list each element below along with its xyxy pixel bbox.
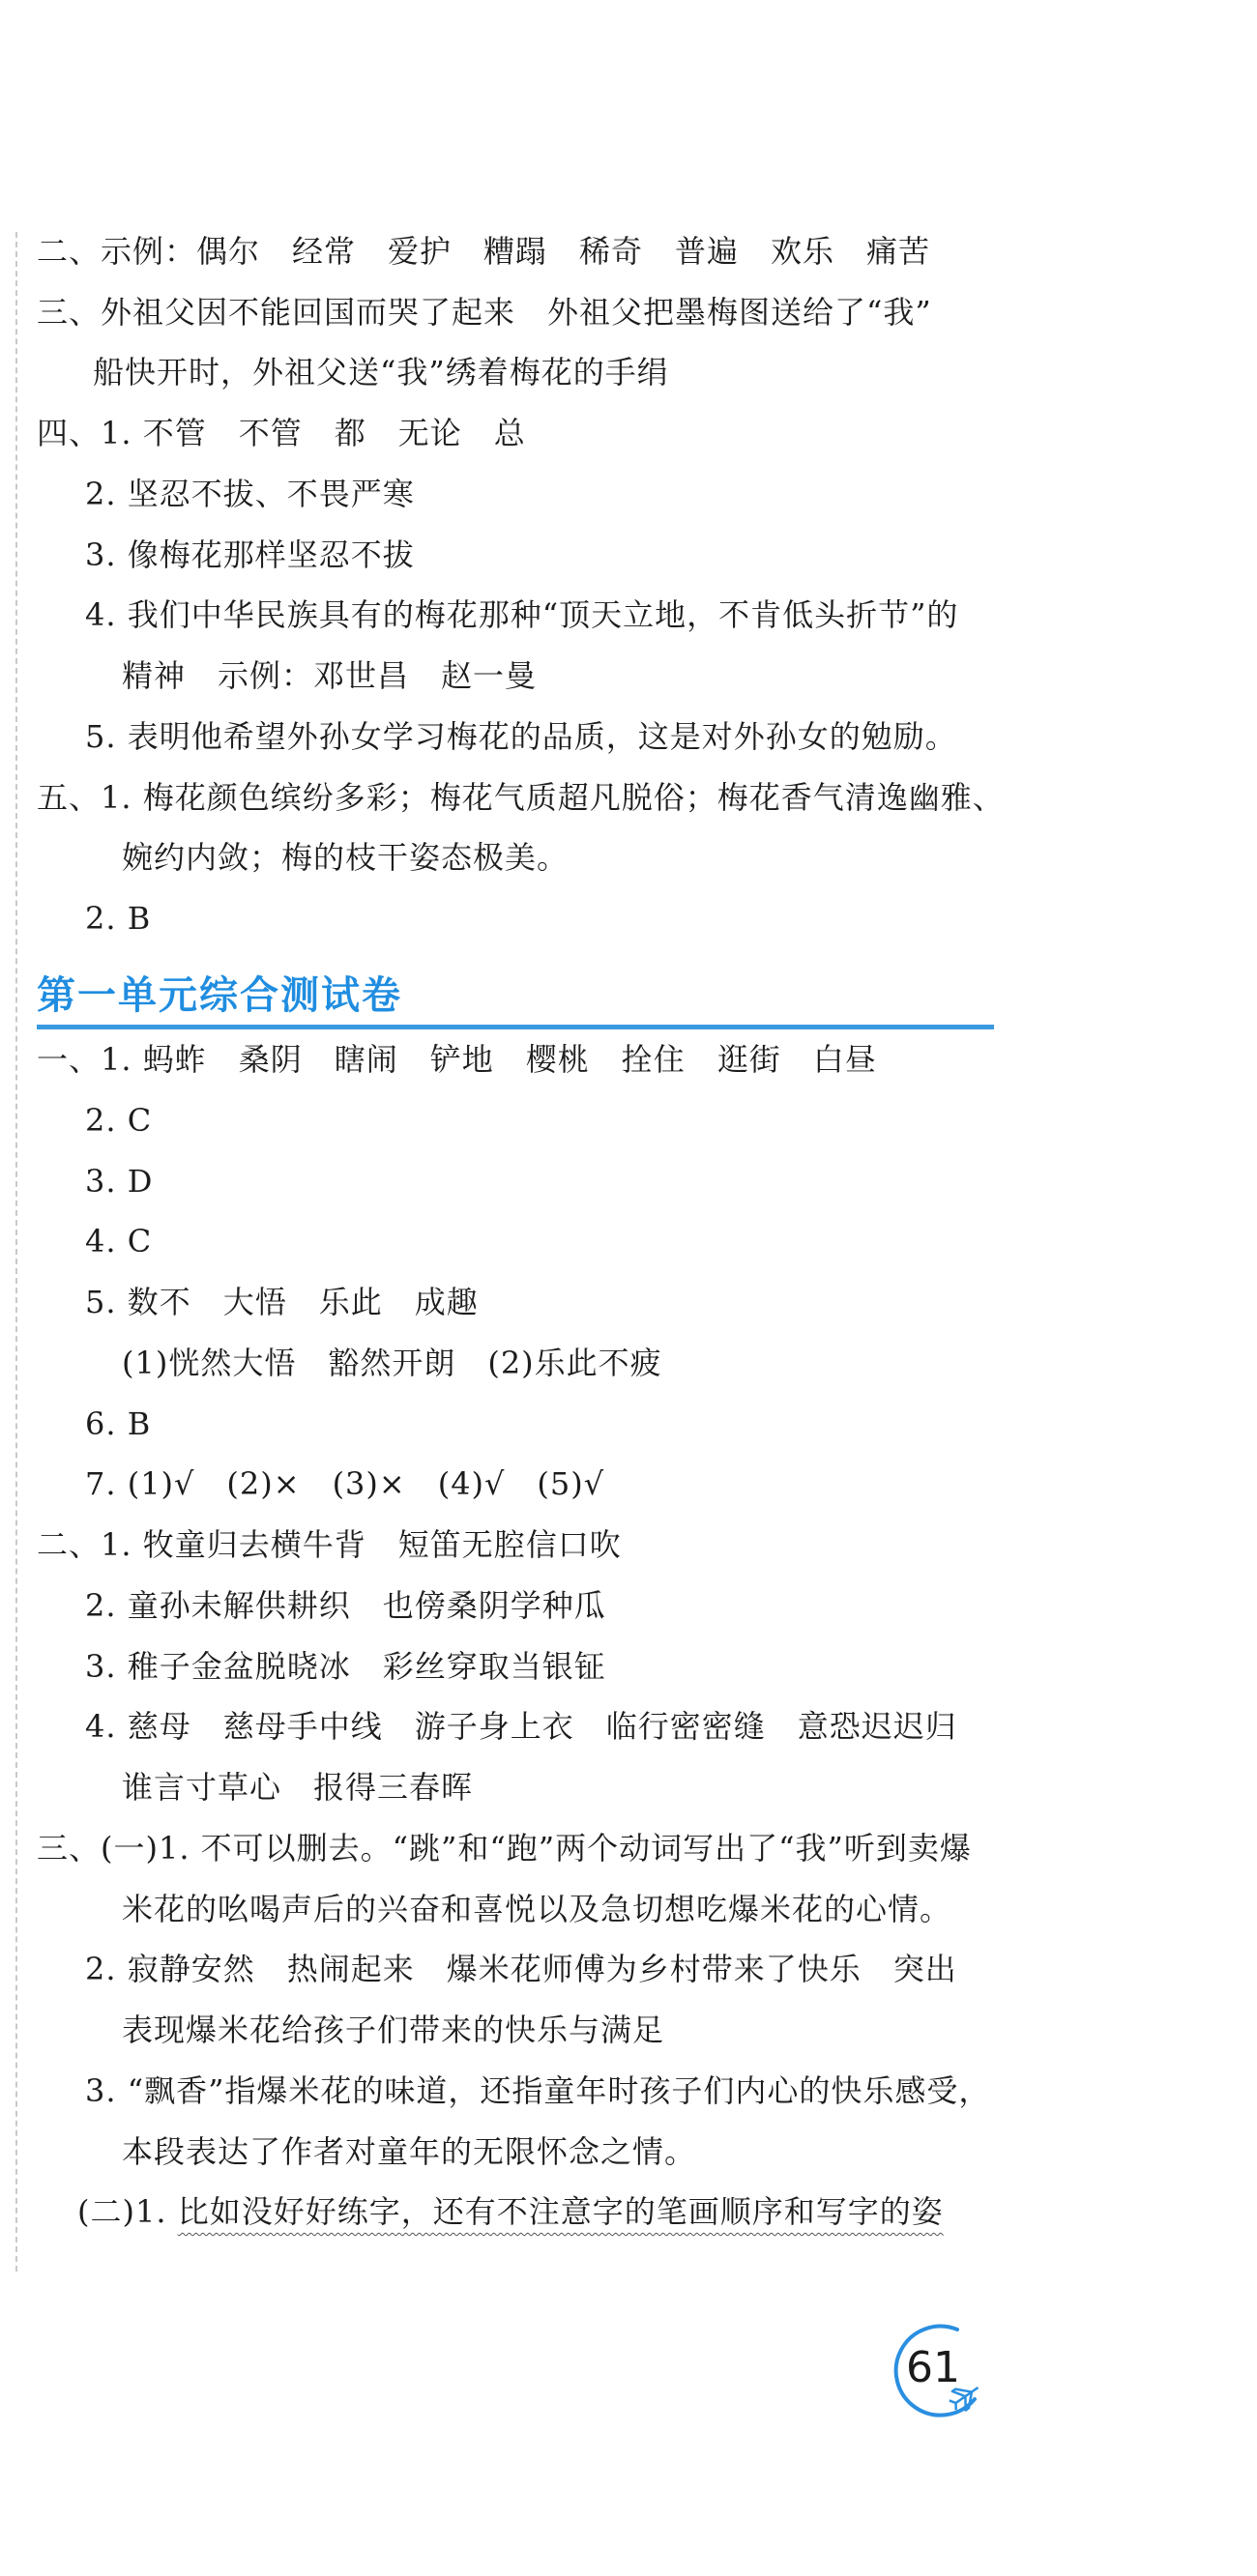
answer-line: 5. 数不 大悟 乐此 成趣 <box>85 1284 479 1320</box>
wavy-underlined-answer: 比如没好好练字，还有不注意字的笔画顺序和写字的姿 <box>177 2193 944 2230</box>
answer-line: 6. B <box>85 1405 152 1442</box>
answer-line: 表现爆米花给孩子们带来的快乐与满足 <box>122 2012 665 2048</box>
answer-line: 船快开时，外祖父送“我”绣着梅花的手绢 <box>93 354 669 391</box>
answer-line: 2. 童孙未解供耕织 也傍桑阴学种瓜 <box>85 1587 606 1624</box>
answer-line: 一、1. 蚂蚱 桑阴 瞎闹 铲地 樱桃 拴住 逛街 白昼 <box>37 1041 877 1078</box>
answer-line: 本段表达了作者对童年的无限怀念之情。 <box>122 2133 697 2170</box>
page-number: 61 <box>906 2343 960 2392</box>
answer-line: 7. (1)√ (2)× (3)× (4)√ (5)√ <box>85 1465 605 1502</box>
answer-line: 4. C <box>85 1223 153 1259</box>
answer-line: 五、1. 梅花颜色缤纷多彩；梅花气质超凡脱俗；梅花香气清逸幽雅、 <box>37 779 1005 816</box>
answer-line-last <box>77 2190 944 2233</box>
answer-line: 2. B <box>85 900 152 937</box>
answer-line: 2. 寂静安然 热闹起来 爆米花师傅为乡村带来了快乐 突出 <box>85 1951 957 1987</box>
section-title-text: 第一单元综合测试卷 <box>37 973 402 1018</box>
answer-line: 四、1. 不管 不管 都 无论 总 <box>37 415 526 451</box>
answer-line: 二、示例：偶尔 经常 爱护 糟蹋 稀奇 普遍 欢乐 痛苦 <box>37 233 931 270</box>
section-title <box>37 969 994 1029</box>
binding-margin-line <box>15 232 17 2272</box>
answer-line: 谁言寸草心 报得三春晖 <box>122 1769 474 1806</box>
answer-line: 三、外祖父因不能回国而哭了起来 外祖父把墨梅图送给了“我” <box>37 294 932 331</box>
answer-line: 2. 坚忍不拔、不畏严寒 <box>85 476 415 512</box>
answer-line: 婉约内敛；梅的枝干姿态极美。 <box>122 839 570 876</box>
answer-line: 米花的吆喝声后的兴奋和喜悦以及急切想吃爆米花的心情。 <box>122 1891 952 1927</box>
answer-line: 3. 稚子金盆脱晓冰 彩丝穿取当银钲 <box>85 1648 606 1685</box>
question-number: (二)1. <box>77 2193 178 2230</box>
answer-line: 2. C <box>85 1102 153 1139</box>
answer-line: 精神 示例：邓世昌 赵一曼 <box>122 657 538 694</box>
answer-line: 3. 像梅花那样坚忍不拔 <box>85 536 415 573</box>
answer-line: 4. 慈母 慈母手中线 游子身上衣 临行密密缝 意恐迟迟归 <box>85 1708 957 1745</box>
answer-line: 三、(一)1. 不可以删去。“跳”和“跑”两个动词写出了“我”听到卖爆 <box>37 1830 972 1867</box>
answer-line: 3. D <box>85 1163 154 1200</box>
answer-line: 4. 我们中华民族具有的梅花那种“顶天立地，不肯低头折节”的 <box>85 596 959 633</box>
answer-line: 3. “飘香”指爆米花的味道，还指童年时孩子们内心的快乐感受， <box>85 2072 991 2109</box>
answer-line: 二、1. 牧童归去横牛背 短笛无腔信口吹 <box>37 1526 622 1563</box>
answer-line: 5. 表明他希望外孙女学习梅花的品质，这是对外孙女的勉励。 <box>85 718 957 755</box>
answer-line: (1)恍然大悟 豁然开朗 (2)乐此不疲 <box>122 1345 662 1381</box>
